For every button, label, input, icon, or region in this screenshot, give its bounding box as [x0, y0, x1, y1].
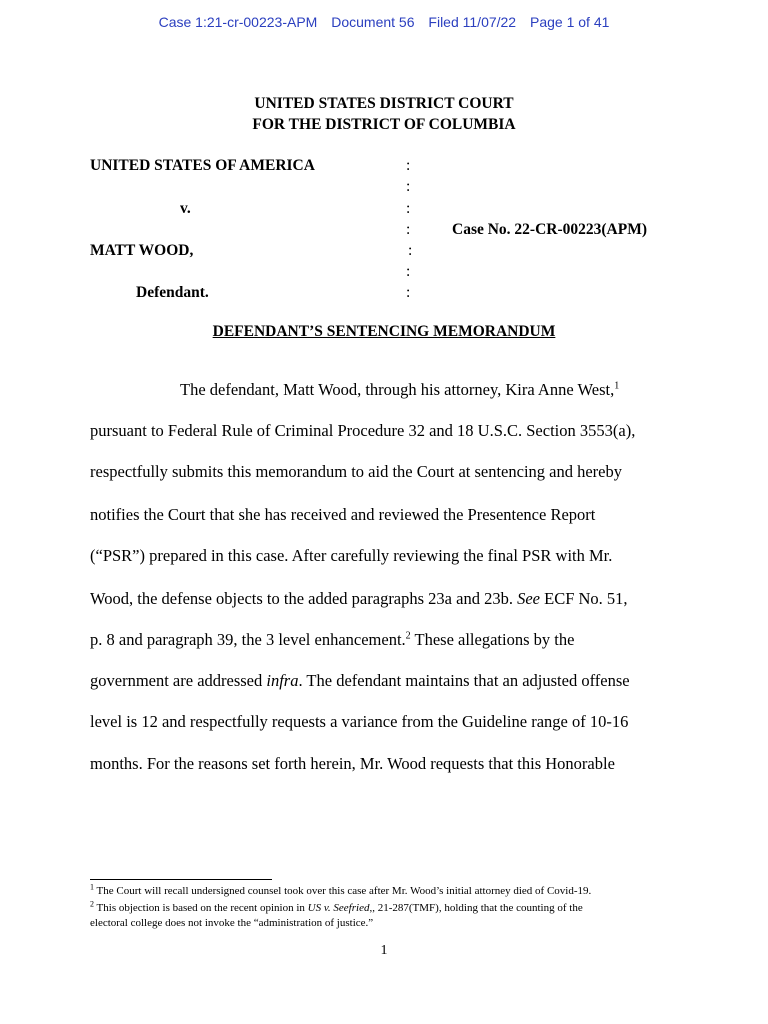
header-page: Page 1 of 41: [530, 14, 610, 30]
header-case: Case 1:21-cr-00223-APM: [158, 14, 318, 30]
court-name-line2: FOR THE DISTRICT OF COLUMBIA: [252, 116, 516, 133]
caption-defendant-name: MATT WOOD,: [90, 242, 194, 259]
footnote-2: $^2$ This objection is based on the recent opinion in US v. Seefried,, 21-287(TMF), holding that the counting of the: [90, 899, 583, 914]
caption-plaintiff: UNITED STATES OF AMERICA: [90, 157, 315, 174]
caption-colon: :: [406, 157, 411, 174]
see-signal: See: [517, 589, 540, 608]
caption-colon: :: [408, 242, 413, 259]
footnote-2-continuation: electoral college does not invoke the “administration of justice.”: [90, 917, 374, 929]
body-line-4: notifies the Court that she has received and reviewed the Presentence Report: [90, 505, 596, 524]
caption-case-number: Case No. 22-CR-00223(APM): [452, 221, 647, 238]
body-line-2: pursuant to Federal Rule of Criminal Procedure 32 and 18 U.S.C. Section 3553(a),: [90, 421, 636, 440]
footnote-ref-2[interactable]: 2: [405, 630, 411, 642]
body-line-5: (“PSR”) prepared in this case. After carefully reviewing the final PSR with Mr.: [90, 546, 613, 565]
memorandum-title: DEFENDANT’S SENTENCING MEMORANDUM: [212, 323, 556, 340]
caption-colon: :: [406, 178, 411, 195]
infra-signal: infra: [266, 671, 299, 690]
body-line-10: months. For the reasons set forth herein, Mr. Wood requests that this Honorable: [90, 754, 615, 773]
caption-colon: :: [406, 200, 411, 217]
footnote-1-number: 1: [90, 882, 94, 892]
caption-colon: :: [406, 221, 411, 238]
caption-versus: v.: [180, 200, 191, 217]
page-number: 1: [380, 943, 388, 958]
caption-colon: :: [406, 284, 411, 301]
body-line-6: Wood, the defense objects to the added paragraphs 23a and 23b. See ECF No. 51,: [90, 589, 628, 608]
case-citation: US v. Seefried: [307, 902, 370, 914]
body-line-9: level is 12 and respectfully requests a variance from the Guideline range of 10-16: [90, 712, 629, 731]
header-document: Document 56: [331, 14, 415, 30]
footnote-2-number: 2: [90, 899, 94, 909]
header-filed: Filed 11/07/22: [428, 14, 517, 30]
body-line-7: p. 8 and paragraph 39, the 3 level enhancement.$^2$ These allegations by the: [90, 630, 575, 649]
caption-colon: :: [406, 263, 411, 280]
body-line-8: government are addressed infra. The defendant maintains that an adjusted offense: [90, 671, 630, 690]
ecf-header: [0, 14, 768, 30]
body-line-3: respectfully submits this memorandum to aid the Court at sentencing and hereby: [90, 462, 623, 481]
footnote-1: $^1$ The Court will recall undersigned counsel took over this case after Mr. Wood’s initial attorney died of Covid-19.: [90, 882, 592, 897]
caption-defendant-label: Defendant.: [136, 284, 209, 301]
footnote-divider: [90, 879, 272, 880]
court-name-line1: UNITED STATES DISTRICT COURT: [254, 95, 514, 112]
body-line-1: The defendant, Matt Wood, through his attorney, Kira Anne West,$^1$: [180, 380, 620, 399]
footnote-ref-1[interactable]: 1: [614, 380, 620, 392]
